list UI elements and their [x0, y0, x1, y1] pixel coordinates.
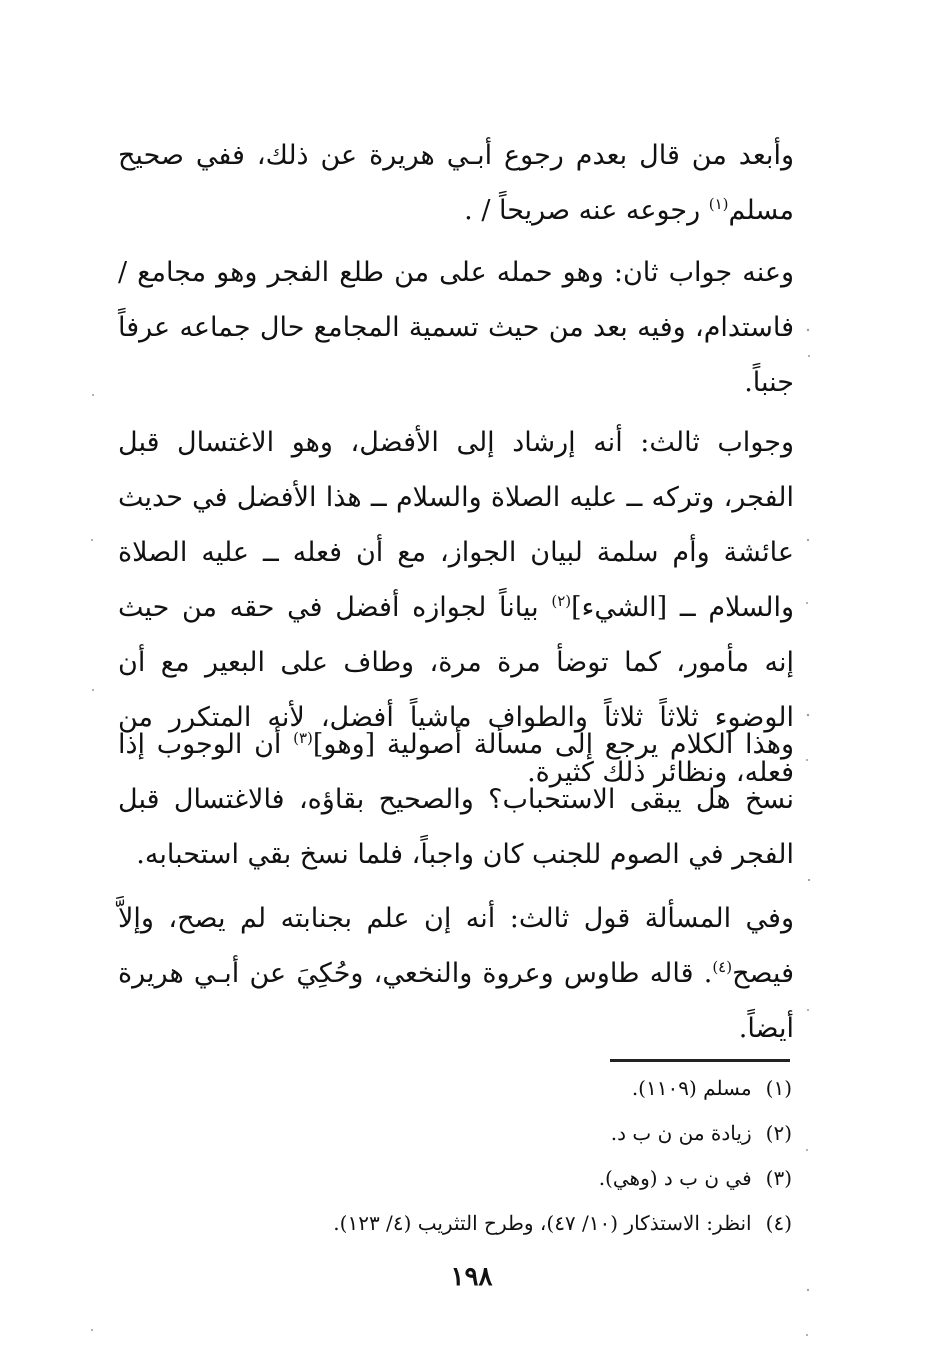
paragraph-1-text-end: رجوعه عنه صريحاً / . — [464, 195, 709, 226]
footnote-3-number: (٣) — [765, 1166, 792, 1190]
paragraph-3-text-end: بياناً لجوازه أفضل في حقه من حيث إنه مأمور، كما توضأ مرة مرة، وطاف على البعير مع أن الوضوء ثلاثاً ثلاثاً والطواف ماشياً أفضل، لأنه المتكرر من فعله، ونظائر ذلك كثيرة. — [118, 592, 794, 788]
footnote-1-text: مسلم (١١٠٩). — [631, 1076, 752, 1100]
paragraph-1 — [118, 128, 794, 238]
footnote-3-text: في ن ب د (وهي). — [598, 1166, 752, 1190]
footnote-2-number: (٢) — [765, 1121, 792, 1145]
paragraph-3-text-start: وجواب ثالث: أنه إرشاد إلى الأفضل، وهو الاغتسال قبل الفجر، وتركه ــ عليه الصلاة والسلام ــ هذا الأفضل في حديث عائشة وأم سلمة لبيان الجواز، مع أن فعله ــ عليه الصلاة والسلام ــ [الشيء] — [118, 427, 795, 623]
paragraph-5-text-end: . قاله طاوس وعروة والنخعي، وحُكِيَ عن أبـي هريرة أيضاً. — [118, 958, 794, 1044]
footnote-1 — [118, 1066, 792, 1111]
footnote-ref-2: (٢) — [551, 592, 572, 610]
footnote-ref-1: (١) — [708, 195, 729, 213]
paragraph-5-text-start: وفي المسألة قول ثالث: أنه إن علم بجنابته لم يصح، وإلاَّ فيصح — [118, 903, 794, 989]
footnotes-section — [118, 1066, 792, 1246]
footnote-4-number: (٤) — [765, 1211, 792, 1235]
paragraph-2 — [118, 245, 794, 410]
paragraph-4-text-end: أن الوجوب إذا نسخ هل يبقى الاستحباب؟ والصحيح بقاؤه، فالاغتسال قبل الفجر في الصوم للجنب كان واجباً، فلما نسخ بقي استحبابه. — [118, 729, 794, 870]
paragraph-1-text-start: وأبعد من قال بعدم رجوع أبـي هريرة عن ذلك، ففي صحيح مسلم — [118, 140, 794, 226]
footnote-ref-3: (٣) — [293, 729, 313, 747]
footnote-1-number: (١) — [765, 1076, 792, 1100]
paragraph-4 — [118, 717, 794, 882]
footnote-2 — [118, 1111, 792, 1156]
page-number: ١٩٨ — [450, 1262, 493, 1292]
paragraph-5 — [118, 891, 794, 1056]
footnote-ref-4: (٤) — [712, 958, 733, 976]
footnote-separator — [610, 1059, 790, 1062]
footnote-2-text: زيادة من ن ب د. — [610, 1121, 752, 1145]
footnote-3 — [118, 1156, 792, 1201]
footnote-4-text: انظر: الاستذكار (١٠/ ٤٧)، وطرح التثريب (٤/ ١٢٣). — [333, 1211, 752, 1235]
paragraph-2-text: وعنه جواب ثان: وهو حمله على من طلع الفجر وهو مجامع / فاستدام، وفيه بعد من حيث تسمية المجامع حال جماعه عرفاً جنباً. — [118, 257, 794, 398]
paragraph-4-text-start: وهذا الكلام يرجع إلى مسألة أصولية [وهو] — [312, 729, 794, 760]
footnote-4 — [118, 1201, 792, 1246]
